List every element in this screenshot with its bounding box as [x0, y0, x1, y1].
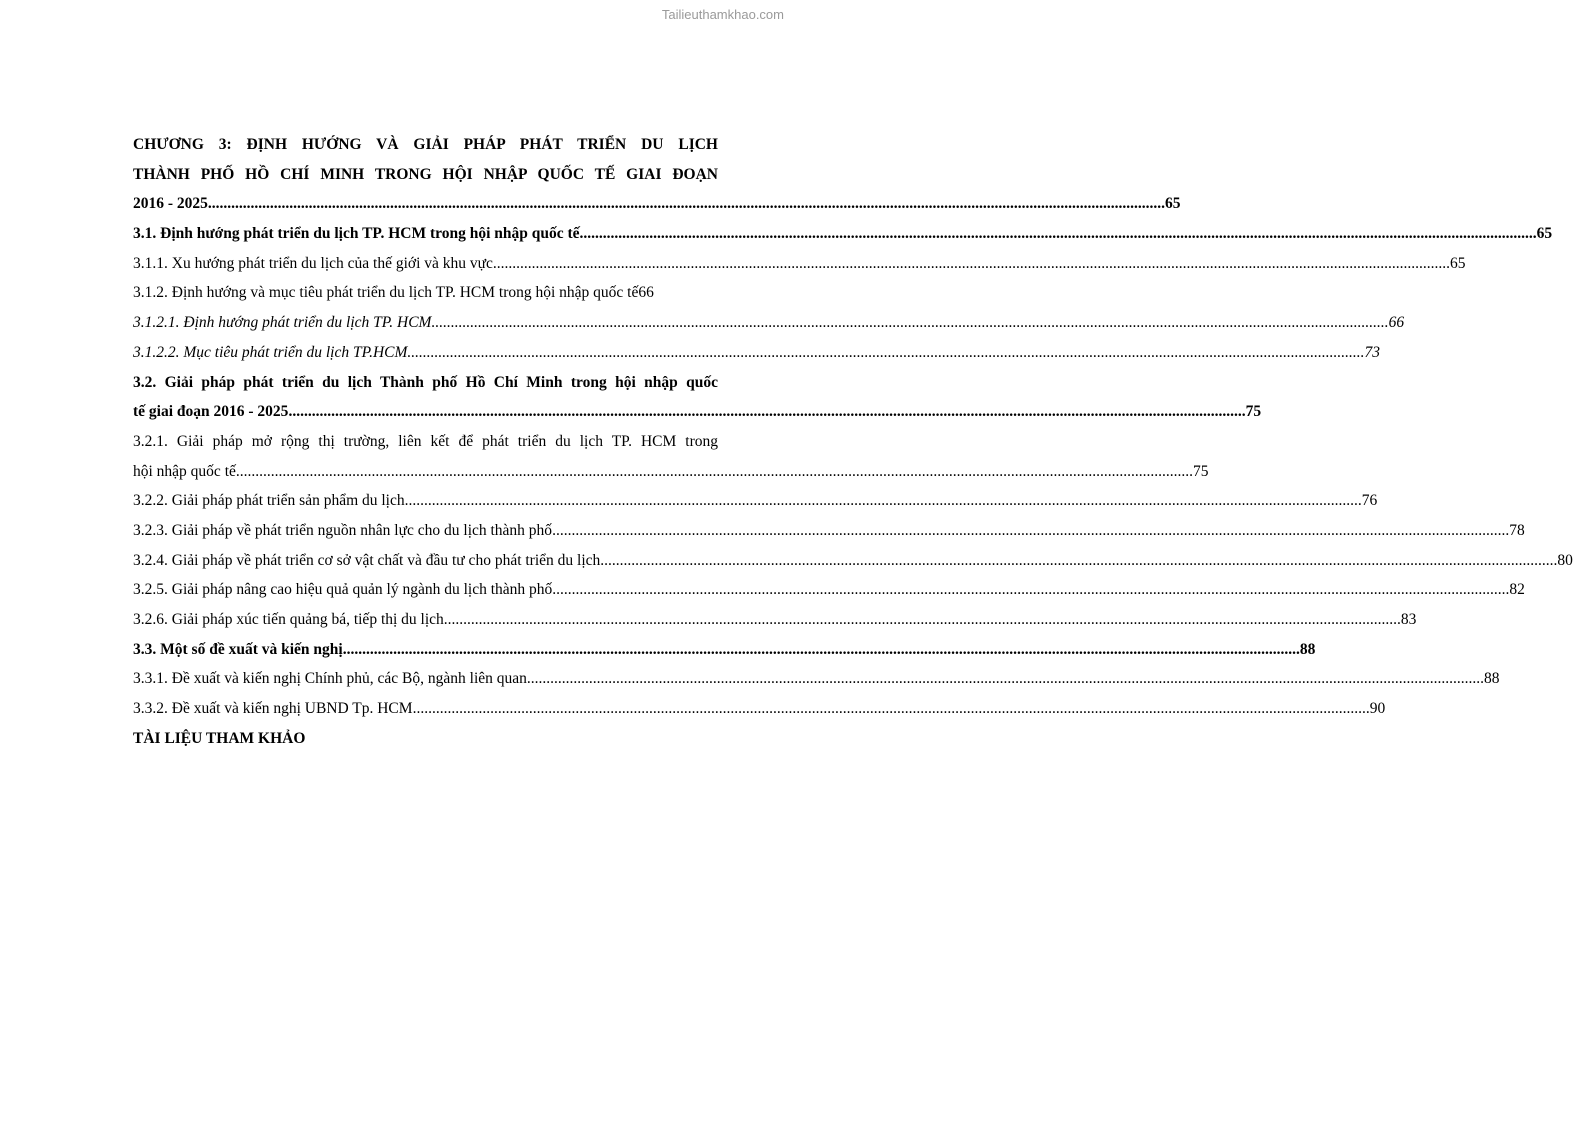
toc-page-number: 90 [1369, 700, 1386, 718]
dot-leader [552, 575, 1509, 605]
toc-page-number: 65 [1165, 195, 1181, 213]
toc-entry-text: 3.3.2. Đề xuất và kiến nghị UBND Tp. HCM [133, 700, 413, 718]
toc-entry-3-3[interactable] [133, 635, 1316, 665]
toc-entry-text: 3.1.1. Xu hướng phát triển du lịch của thế giới và khu vực [133, 254, 493, 272]
toc-entry-3-3-2[interactable] [133, 694, 1386, 724]
dot-leader [580, 219, 1537, 249]
toc-page-number: 73 [1364, 343, 1381, 361]
dot-leader [343, 635, 1300, 665]
dot-leader [236, 457, 1193, 487]
toc-entry-text: 3.2.4. Giải pháp về phát triển cơ sở vật chất và đầu tư cho phát triển du lịch [133, 551, 601, 569]
toc-page-number: 78 [1509, 521, 1525, 539]
dot-leader [552, 516, 1509, 546]
dot-leader [288, 397, 1245, 427]
toc-entry-3-2-4[interactable] [133, 546, 1573, 576]
toc-entry-3-3-1[interactable] [133, 664, 1500, 694]
toc-entry-3-2-6[interactable] [133, 605, 1417, 635]
toc-page-number: 82 [1509, 581, 1525, 599]
toc-entry-3-2-line-1[interactable]: 3.2. Giải pháp phát triển du lịch Thành phố Hồ Chí Minh trong hội nhập quốc [133, 373, 718, 391]
dot-leader [208, 189, 1165, 219]
toc-entry-text: 3.2.3. Giải pháp về phát triển nguồn nhân lực cho du lịch thành phố [133, 521, 553, 539]
toc-entry-text: 3.1.2.1. Định hướng phát triển du lịch TP. HCM [133, 314, 432, 332]
toc-entry-3-2-3[interactable] [133, 516, 1525, 546]
toc-page-number: 76 [1361, 492, 1378, 510]
toc-page-number: 65 [1450, 254, 1466, 272]
toc-entry-text: 3.2.2. Giải pháp phát triển sản phẩm du lịch [133, 492, 405, 510]
watermark-text: Tailieuthamkhao.com [661, 7, 784, 22]
toc-entry-3-1-2-2[interactable] [133, 338, 1381, 368]
toc-entry-text: 2016 - 2025 [133, 195, 208, 213]
dot-leader [493, 249, 1450, 279]
toc-entry-text: hội nhập quốc tế [133, 462, 236, 480]
dot-leader [527, 664, 1484, 694]
toc-entry-3-1-1[interactable] [133, 249, 1466, 279]
toc-page-number: 88 [1299, 640, 1316, 658]
dot-leader [600, 546, 1557, 576]
toc-entry-3-2-1-line-1[interactable]: 3.2.1. Giải pháp mở rộng thị trường, liên kết để phát triển du lịch TP. HCM trong [133, 432, 718, 450]
toc-entry-text: tế giai đoạn 2016 - 2025 [133, 403, 289, 421]
toc-entry-text: 3.3. Một số đề xuất và kiến nghị [133, 640, 343, 658]
chapter-title-line-2[interactable]: THÀNH PHỐ HỒ CHÍ MINH TRONG HỘI NHẬP QUỐC TẾ GIAI ĐOẠN [133, 165, 718, 183]
toc-page-number: 83 [1400, 611, 1417, 628]
toc-entry-text: 3.1. Định hướng phát triển du lịch TP. HCM trong hội nhập quốc tế [133, 225, 580, 243]
toc-entry-text: 3.1.2.2. Mục tiêu phát triển du lịch TP.HCM [133, 343, 408, 361]
toc-entry-3-2-1[interactable] [133, 457, 1209, 487]
toc-page-number: 80 [1557, 551, 1573, 569]
table-of-contents [133, 130, 1573, 753]
toc-page-number: 75 [1193, 462, 1209, 480]
toc-page-number: 88 [1484, 670, 1500, 688]
toc-page-number: 75 [1245, 403, 1262, 421]
dot-leader [431, 308, 1388, 338]
toc-entry-text: 3.1.2. Định hướng và mục tiêu phát triển du lịch TP. HCM trong hội nhập quốc tế [133, 284, 639, 302]
toc-entry-3-1-2-1[interactable] [133, 308, 1405, 338]
toc-page-number: 66 [1388, 314, 1405, 332]
chapter-title-line-1[interactable]: CHƯƠNG 3: ĐỊNH HƯỚNG VÀ GIẢI PHÁP PHÁT TRIỂN DU LỊCH [133, 136, 718, 153]
toc-entry-3-1-2[interactable] [133, 278, 718, 308]
toc-entry-3-2-2[interactable] [133, 486, 1378, 516]
dot-leader [407, 338, 1364, 368]
toc-entry-chapter-3[interactable] [133, 189, 1181, 219]
toc-entry-text: 3.3.1. Đề xuất và kiến nghị Chính phủ, các Bộ, ngành liên quan [133, 670, 527, 688]
toc-entry-text: 3.2.5. Giải pháp nâng cao hiệu quả quản lý ngành du lịch thành phố [133, 581, 553, 599]
dot-leader [444, 605, 1401, 635]
toc-page-number: 65 [1536, 225, 1553, 243]
references-heading[interactable]: TÀI LIỆU THAM KHẢO [133, 729, 306, 747]
dot-leader [405, 486, 1362, 516]
toc-entry-3-2-5[interactable] [133, 575, 1525, 605]
toc-entry-3-1[interactable] [133, 219, 1553, 249]
toc-page-number: 66 [638, 284, 654, 302]
dot-leader [413, 694, 1370, 724]
toc-entry-text: 3.2.6. Giải pháp xúc tiến quảng bá, tiếp thị du lịch [133, 611, 444, 628]
toc-entry-3-2[interactable] [133, 397, 1262, 427]
